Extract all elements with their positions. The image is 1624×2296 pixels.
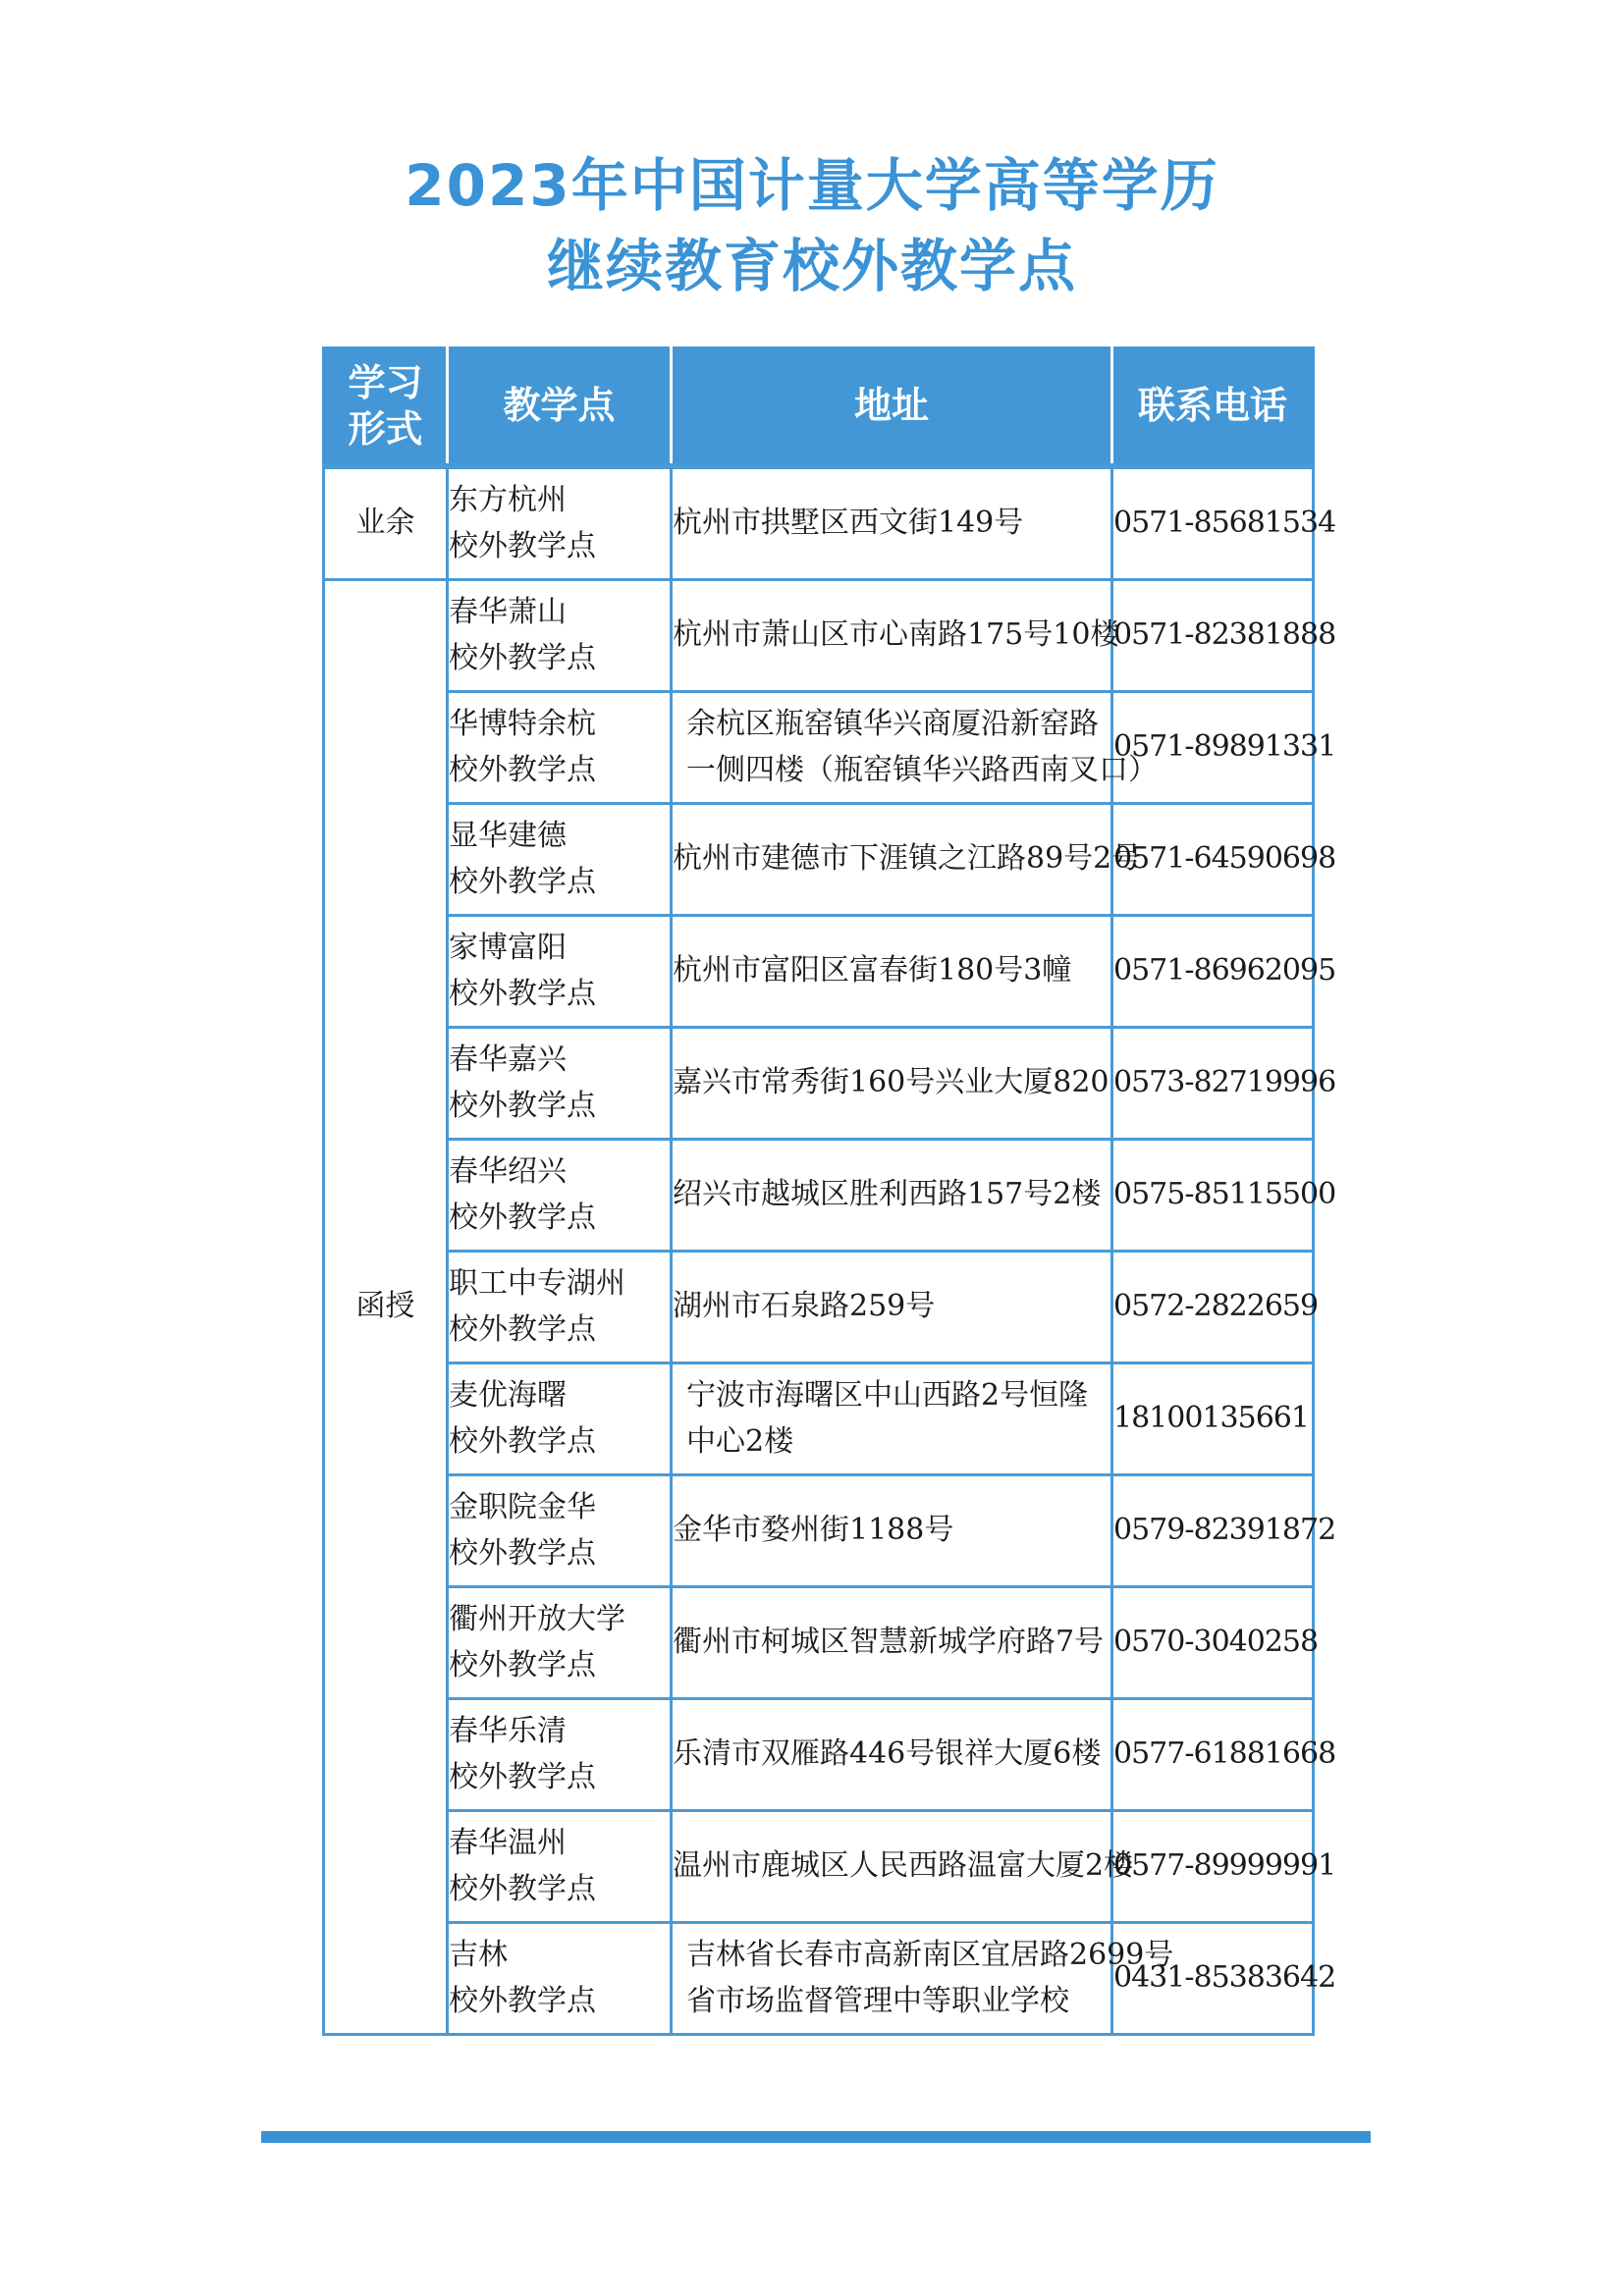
site-name-line2: 校外教学点 xyxy=(449,1200,596,1235)
site-name-line2: 校外教学点 xyxy=(449,1983,596,2018)
site-name-cell xyxy=(448,1028,672,1140)
address-line1: 绍兴市越城区胜利西路157号2楼 xyxy=(673,1177,1102,1212)
address-cell xyxy=(672,804,1142,916)
address-line1: 衢州市柯城区智慧新城学府路7号 xyxy=(673,1625,1105,1660)
phone-cell: 0572-2822659 xyxy=(1112,1252,1314,1363)
site-name-line2: 校外教学点 xyxy=(449,864,596,899)
header-study-form-line2: 形式 xyxy=(348,407,423,451)
site-name-cell xyxy=(448,1587,672,1699)
phone-cell: 0571-89891331 xyxy=(1112,692,1314,804)
site-name-line2: 校外教学点 xyxy=(449,1088,596,1123)
site-name-line1: 春华萧山 xyxy=(449,595,567,629)
phone-cell: 0570-3040258 xyxy=(1112,1587,1314,1699)
site-name-cell xyxy=(448,692,672,804)
address-cell xyxy=(672,466,1112,580)
phone-cell: 0577-61881668 xyxy=(1112,1699,1314,1811)
table-row xyxy=(324,580,1314,692)
address-line1: 嘉兴市常秀街160号兴业大厦820 xyxy=(673,1065,1110,1100)
study-form-cell: 业余 xyxy=(324,466,448,580)
phone-cell: 0573-82719996 xyxy=(1112,1028,1314,1140)
teaching-sites-table xyxy=(322,347,1336,2036)
table-row xyxy=(324,1252,1314,1363)
address-cell xyxy=(672,1028,1112,1140)
phone-cell: 0577-89999991 xyxy=(1112,1811,1314,1923)
site-name-line1: 吉林 xyxy=(449,1938,508,1972)
address-line1: 杭州市富阳区富春街180号3幢 xyxy=(673,953,1072,988)
site-name-line1: 春华温州 xyxy=(449,1826,567,1860)
site-name-cell xyxy=(448,804,672,916)
address-cell xyxy=(672,580,1120,692)
phone-cell: 0571-82381888 xyxy=(1112,580,1314,692)
table-row xyxy=(324,1475,1314,1587)
page-title-line1: 2023年中国计量大学高等学历 xyxy=(405,152,1219,219)
site-name-line2: 校外教学点 xyxy=(449,752,596,787)
site-name-line1: 东方杭州 xyxy=(449,483,567,517)
site-name-line1: 金职院金华 xyxy=(449,1490,596,1524)
address-cell xyxy=(672,1923,1174,2035)
site-name-cell xyxy=(448,1363,672,1475)
site-name-line2: 校外教学点 xyxy=(449,1871,596,1906)
table-row xyxy=(324,1811,1314,1923)
site-name-cell xyxy=(448,1923,672,2035)
site-name-line2: 校外教学点 xyxy=(449,1535,596,1571)
address-cell xyxy=(672,916,1112,1028)
table-row xyxy=(324,1028,1314,1140)
header-study-form xyxy=(324,348,448,467)
site-name-cell xyxy=(448,1699,672,1811)
phone-cell: 0431-85383642 xyxy=(1112,1923,1314,2035)
site-name-line1: 麦优海曙 xyxy=(449,1378,567,1413)
site-name-line1: 春华嘉兴 xyxy=(449,1042,567,1077)
phone-cell: 0579-82391872 xyxy=(1112,1475,1314,1587)
header-study-form-line1: 学习 xyxy=(348,360,423,404)
address-line1: 杭州市建德市下涯镇之江路89号2号 xyxy=(673,841,1142,877)
site-name-line1: 衢州开放大学 xyxy=(449,1602,625,1636)
address-cell xyxy=(672,1811,1134,1923)
table-row xyxy=(324,916,1314,1028)
header-teaching-site: 教学点 xyxy=(448,348,672,467)
site-name-line2: 校外教学点 xyxy=(449,976,596,1011)
address-cell xyxy=(672,1587,1112,1699)
phone-cell: 0571-85681534 xyxy=(1112,466,1314,580)
address-line1: 吉林省长春市高新南区宜居路2699号 xyxy=(686,1938,1174,1972)
header-address: 地址 xyxy=(672,348,1112,467)
site-name-cell xyxy=(448,580,672,692)
site-name-line2: 校外教学点 xyxy=(449,1647,596,1682)
address-cell xyxy=(672,1140,1112,1252)
address-cell xyxy=(672,1363,1112,1475)
site-name-line2: 校外教学点 xyxy=(449,640,596,675)
address-line2: 中心2楼 xyxy=(686,1423,794,1459)
address-line1: 杭州市拱墅区西文街149号 xyxy=(673,506,1024,541)
site-name-cell xyxy=(448,466,672,580)
site-name-cell xyxy=(448,1252,672,1363)
address-line2: 一侧四楼（瓶窑镇华兴路西南叉口） xyxy=(686,752,1158,787)
table-row xyxy=(324,1923,1314,2035)
table-row xyxy=(324,1699,1314,1811)
site-name-line1: 家博富阳 xyxy=(449,931,567,965)
address-cell xyxy=(672,1699,1112,1811)
address-line1: 湖州市石泉路259号 xyxy=(673,1289,936,1324)
address-line1: 余杭区瓶窑镇华兴商厦沿新窑路 xyxy=(686,707,1099,741)
site-name-cell xyxy=(448,916,672,1028)
table-row xyxy=(324,1587,1314,1699)
site-name-line1: 春华乐清 xyxy=(449,1714,567,1748)
address-line1: 宁波市海曙区中山西路2号恒隆 xyxy=(686,1378,1089,1413)
page-title-line2: 继续教育校外教学点 xyxy=(546,233,1077,299)
table-row xyxy=(324,466,1314,580)
site-name-line2: 校外教学点 xyxy=(449,1423,596,1459)
site-name-line2: 校外教学点 xyxy=(449,1759,596,1794)
address-line2: 省市场监督管理中等职业学校 xyxy=(686,1983,1069,2018)
site-name-cell xyxy=(448,1140,672,1252)
table-row xyxy=(324,692,1314,804)
address-cell xyxy=(672,1252,1112,1363)
site-name-line1: 职工中专湖州 xyxy=(449,1266,625,1301)
address-line1: 温州市鹿城区人民西路温富大厦2楼 xyxy=(673,1848,1134,1884)
header-phone: 联系电话 xyxy=(1112,348,1314,467)
site-name-line1: 显华建德 xyxy=(449,819,567,853)
phone-cell: 18100135661 xyxy=(1112,1363,1314,1475)
site-name-line2: 校外教学点 xyxy=(449,1311,596,1347)
table-row xyxy=(324,1363,1314,1475)
phone-cell: 0575-85115500 xyxy=(1112,1140,1314,1252)
site-name-line1: 春华绍兴 xyxy=(449,1154,567,1189)
phone-cell: 0571-86962095 xyxy=(1112,916,1314,1028)
site-name-line2: 校外教学点 xyxy=(449,528,596,563)
address-line1: 金华市婺州街1188号 xyxy=(673,1513,954,1548)
table-row xyxy=(324,804,1314,916)
address-cell xyxy=(672,1475,1112,1587)
site-name-cell xyxy=(448,1811,672,1923)
site-name-line1: 华博特余杭 xyxy=(449,707,596,741)
table-body xyxy=(324,466,1336,2035)
table-row xyxy=(324,1140,1314,1252)
footer-divider-bar xyxy=(261,2131,1371,2143)
address-line1: 乐清市双雁路446号银祥大厦6楼 xyxy=(673,1736,1102,1772)
address-cell xyxy=(672,692,1158,804)
phone-cell: 0571-64590698 xyxy=(1112,804,1314,916)
address-line1: 杭州市萧山区市心南路175号10楼 xyxy=(673,617,1120,653)
site-name-cell xyxy=(448,1475,672,1587)
study-form-cell: 函授 xyxy=(324,580,448,2035)
table-header-row xyxy=(324,348,1314,467)
